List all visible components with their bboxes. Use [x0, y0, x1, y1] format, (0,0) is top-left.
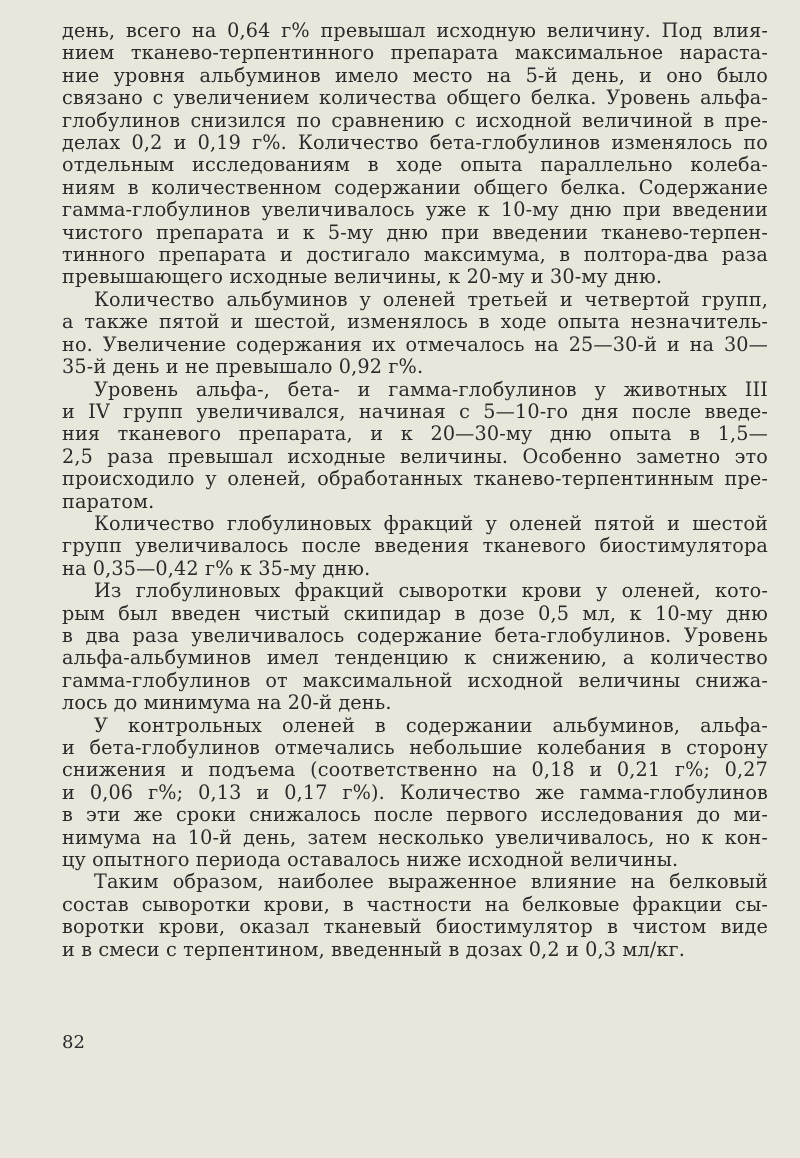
- text-line: нимума на 10-й день, затем несколько увеличивалось, но к кон-: [62, 825, 768, 849]
- text-line: в два раза увеличивалось содержание бета-глобулинов. Уровень: [62, 623, 768, 647]
- text-line: в эти же сроки снижалось после первого исследования до ми-: [62, 803, 768, 827]
- paragraph: [62, 871, 768, 961]
- text-line: Количество альбуминов у оленей третьей и четвертой групп,: [94, 287, 768, 311]
- text-line: глобулинов снизился по сравнению с исходной величиной в пре-: [62, 108, 768, 132]
- paragraph: [62, 715, 768, 872]
- text-line: паратом.: [62, 489, 155, 513]
- text-line: делах 0,2 и 0,19 г%. Количество бета-глобулинов изменялось по: [62, 131, 768, 155]
- paragraph: [62, 513, 768, 580]
- paragraph: [62, 20, 768, 289]
- text-line: а также пятой и шестой, изменялось в ходе опыта незначитель-: [62, 310, 768, 334]
- text-line: гамма-глобулинов увеличивалось уже к 10-му дню при введении: [62, 198, 768, 222]
- text-line: снижения и подъема (соответственно на 0,18 и 0,21 г%; 0,27: [62, 758, 768, 782]
- text-line: 35-й день и не превышало 0,92 г%.: [62, 355, 424, 379]
- text-line: и 0,06 г%; 0,13 и 0,17 г%). Количество же гамма-глобулинов: [62, 780, 768, 804]
- paragraph: [62, 580, 768, 714]
- text-line: воротки крови, оказал тканевый биостимулятор в чистом виде: [62, 915, 768, 939]
- text-line: гамма-глобулинов от максимальной исходной величины снижа-: [62, 668, 768, 692]
- text-line: день, всего на 0,64 г% превышал исходную величину. Под влия-: [62, 19, 768, 42]
- text-line: и в смеси с терпентином, введенный в дозах 0,2 и 0,3 мл/кг.: [62, 937, 685, 961]
- text-line: групп увеличивалось после введения тканевого биостимулятора: [62, 534, 768, 558]
- text-line: лось до минимума на 20-й день.: [62, 691, 392, 715]
- text-line: рым был введен чистый скипидар в дозе 0,5 мл, к 10-му дню: [62, 601, 768, 625]
- text-line: превышающего исходные величины, к 20-му и 30-му дню.: [62, 265, 663, 289]
- text-line: альфа-альбуминов имел тенденцию к снижению, а количество: [62, 646, 768, 670]
- text-line: происходило у оленей, обработанных тканево-терпентинным пре-: [62, 467, 768, 491]
- text-line: и IV групп увеличивался, начиная с 5—10-го дня после введе-: [62, 399, 768, 423]
- page-body: [62, 20, 768, 961]
- text-line: тинного препарата и достигало максимума, в полтора-два раза: [62, 243, 768, 267]
- text-line: но. Увеличение содержания их отмечалось на 25—30-й и на 30—: [62, 332, 768, 356]
- text-line: У контрольных оленей в содержании альбуминов, альфа-: [94, 713, 768, 737]
- paragraph: [62, 289, 768, 379]
- text-line: Количество глобулиновых фракций у оленей пятой и шестой: [94, 511, 768, 535]
- text-line: цу опытного периода оставалось ниже исходной величины.: [62, 848, 679, 872]
- text-line: ниям в количественном содержании общего белка. Содержание: [62, 175, 768, 199]
- text-line: нием тканево-терпентинного препарата максимальное нараста-: [62, 41, 768, 65]
- text-line: Из глобулиновых фракций сыворотки крови у оленей, кото-: [94, 579, 768, 603]
- text-line: Уровень альфа-, бета- и гамма-глобулинов у животных III: [94, 377, 768, 401]
- text-line: состав сыворотки крови, в частности на белковые фракции сы-: [62, 892, 768, 916]
- text-line: ние уровня альбуминов имело место на 5-й день, и оно было: [62, 63, 768, 87]
- paragraph: [62, 379, 768, 513]
- text-line: 2,5 раза превышал исходные величины. Особенно заметно это: [62, 444, 768, 468]
- text-line: отдельным исследованиям в ходе опыта параллельно колеба-: [62, 153, 768, 177]
- text-line: ния тканевого препарата, и к 20—30-му дню опыта в 1,5—: [62, 422, 768, 446]
- text-line: чистого препарата и к 5-му дню при введении тканево-терпен-: [62, 220, 768, 244]
- page-number: 82: [62, 1032, 85, 1053]
- text-line: Таким образом, наиболее выраженное влияние на белковый: [94, 870, 768, 894]
- text-line: и бета-глобулинов отмечались небольшие колебания в сторону: [62, 736, 768, 759]
- text-line: связано с увеличением количества общего белка. Уровень альфа-: [62, 86, 768, 110]
- text-line: на 0,35—0,42 г% к 35-му дню.: [62, 556, 371, 580]
